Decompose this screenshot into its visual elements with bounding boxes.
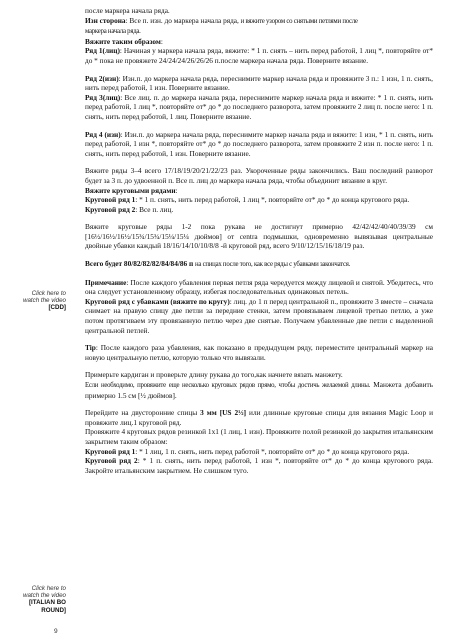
video-link-cdd[interactable] xyxy=(6,290,66,312)
bold-label: Круговой ряд 1 xyxy=(85,195,136,205)
text-span: : Все п. изн. до маркера начала ряда, xyxy=(125,15,241,25)
bold-label: Круговой ряд 2 xyxy=(85,204,136,214)
paragraph xyxy=(85,46,433,65)
bold-label: Вяжите таким образом xyxy=(85,36,161,46)
paragraph xyxy=(85,297,433,335)
paragraph-block xyxy=(85,408,433,475)
text-span: : * 1 п. снять, нить перед работой, 1 лиц *, повторяйте от* до * до конца кругового ряда. xyxy=(135,195,410,205)
paragraph xyxy=(85,408,433,427)
text-span: после маркера начала ряда. xyxy=(85,6,170,15)
text-span: : Изн.п. до маркера начала ряда, переснимите маркер начала ряда и вяжите: 1 изн, * 1 п. снять, нить перед работой, 1 изн *, повторяйте от* до * до последнего разворота, затем провяжите 2 изн п. после него: 1 п. снять, нить перед работой, 1 изн. Поверните вязание. xyxy=(85,129,434,158)
paragraph-block xyxy=(85,259,433,270)
paragraph xyxy=(85,259,433,270)
text-span: или длинные круговые спицы для вязания Magic Loop и провяжите лиц.1 круговой ряд. xyxy=(85,408,433,427)
bold-label: Изн сторона xyxy=(85,15,126,25)
text-span: : Изн.п. до маркера начала ряда, переснимите маркер начала ряда и провяжите 3 п.: 1 изн, 1 п. снять, нить перед работой, 1 изн. Поверните вязание. xyxy=(85,73,433,93)
bold-label: Круговой ряд 2 xyxy=(85,456,138,466)
bold-label: Ряд 1(лиц) xyxy=(85,46,120,56)
video-link-tag: [ITALIAN BO xyxy=(28,599,66,607)
text-span: Перейдите на двусторонние спицы xyxy=(85,408,201,418)
paragraph xyxy=(85,195,433,205)
paragraph xyxy=(85,186,433,196)
text-span: : xyxy=(175,185,178,195)
paragraph xyxy=(85,456,433,475)
page-number: 9 xyxy=(54,628,58,635)
paragraph-block xyxy=(85,166,433,214)
paragraph-block xyxy=(85,278,433,336)
bold-label: Вяжите круговыми рядами xyxy=(85,185,176,195)
video-link-tag: [CDD] xyxy=(48,304,66,312)
video-link-tag: ROUND] xyxy=(41,606,66,614)
paragraph xyxy=(85,278,433,297)
paragraph-block xyxy=(85,74,433,122)
paragraph-block xyxy=(85,370,433,400)
text-span: : лиц. до 1 п перед центральной п., провяжите 3 вместе – сначала снимает на правую спицу две петли за передние стенки, затем провязываем лицевой третью петлю, а уже потом протягиваем эту провязанную петлю через две снятые. Получаем убавленные две петли с выделенной центральной петлей. xyxy=(85,296,433,335)
paragraph-block xyxy=(85,222,433,251)
video-link-line1: Click here to xyxy=(31,585,66,592)
paragraph xyxy=(85,370,433,380)
text-span: : * 1 п. снять, нить перед работой, 1 изн *, повторяйте от* до * до конца кругового ряда. Закройте итальянским закрытием. Не слишком туго. xyxy=(85,456,433,475)
paragraph xyxy=(85,205,433,215)
paragraph xyxy=(85,37,433,47)
text-span: Если необходимо, провяжите еще несколько круговых рядов прямо, чтобы достичь желаемой длины. xyxy=(85,382,371,389)
bold-label: Круговой ряд с убавками (вяжите по кругу) xyxy=(85,296,230,306)
bold-label: Ряд 4 (изн) xyxy=(85,129,121,139)
text-span: маркера начала ряда. xyxy=(85,28,141,36)
text-span: : Начиная у маркера начала ряда, вяжите: * 1 п. снять – нить перед работой, 1 лиц *, повторяйте от* до * пока не провяжете 24/24/24/26/26/26 п.после маркера начала ряда. Поверните вязание. xyxy=(85,46,433,65)
paragraph xyxy=(85,166,433,185)
text-span: Вяжите круговые ряды 1-2 пока рукава не достигнут примерно 42/42/42/40/40/39/39 см [16½/16½/16½/15¾/15¾/15¼/15¼ дюймов] от centra подмышки, одновременно вывязывая центральные двойные убавки каждый 18/16/14/10/10/8/8 -й круговой ряд, всего 9/10/12/15/16/18/19 раз. xyxy=(85,222,433,251)
paragraph xyxy=(85,26,433,37)
text-span: : * 1 лиц, 1 п. снять, нить перед работой *, повторяйте от* до * до конца кругового ряда. xyxy=(135,446,410,456)
video-link-line2: watch the video xyxy=(23,297,66,305)
bold-label: Tip xyxy=(85,343,96,353)
bold-label: Круговой ряд 1 xyxy=(85,446,136,456)
paragraph xyxy=(85,447,433,457)
paragraph xyxy=(85,130,433,159)
text-span: Провяжите 4 круговых рядов резинкой 1x1 (1 лиц, 1 изн). Провяжите полой резинкой до закрытия итальянским закрытием таким образом: xyxy=(85,427,433,446)
bold-label: 3 мм [US 2½] xyxy=(200,408,247,418)
paragraph xyxy=(85,93,433,122)
text-span: : После каждого убавления первая петля ряда чередуется между лицевой и снятой. Убедитесь, что она следует установленному образцу, избегая последовательных одинаковых петель. xyxy=(85,277,433,297)
paragraph xyxy=(85,427,433,446)
paragraph xyxy=(85,343,433,362)
paragraph xyxy=(85,16,433,27)
text-span: Вяжите ряды 3–4 всего 17/18/19/20/21/22/23 раз. Укороченные ряды закончились. Ваш последний разворот будет за 3 п. до удвоенной п. Все п. лиц до маркера начала ряда, чтобы объединит вязание в круг. xyxy=(85,166,433,185)
text-span: Примерьте кардиган и проверьте длину рукава до того,как начнете вязать манжету. xyxy=(85,370,343,380)
text-span: : После каждого раза убавления, как показано в предыдущем ряду, переместите центральный маркер на новую центральную петлю, которую только что вывязали. xyxy=(85,343,433,362)
video-link-italian-bo[interactable] xyxy=(6,585,66,614)
text-span: : Все п. лиц. xyxy=(135,204,174,214)
paragraph xyxy=(85,74,433,93)
video-link-line2: watch the video xyxy=(23,592,66,600)
bold-label: Примечание xyxy=(85,277,127,287)
text-span: на спицах после того, как все ряды с убавками закончатся. xyxy=(195,261,351,269)
paragraph-block xyxy=(85,6,433,66)
text-span: и вяжите узором со снятыми петлями после xyxy=(240,17,358,25)
paragraph xyxy=(85,6,433,16)
text-span: Всего будет 80/82/82/82/84/84/86 п xyxy=(85,259,196,269)
text-span: : xyxy=(160,36,163,46)
instruction-column xyxy=(85,6,433,483)
bold-label: Ряд 2(изн) xyxy=(85,73,119,83)
paragraph-block xyxy=(85,130,433,159)
paragraph-block xyxy=(85,343,433,362)
text-span: Манжета добавить примерно 1.5 см [½ дюймов]. xyxy=(85,380,433,400)
text-span: : Все лиц. п. до маркера начала ряда, переснимите маркер начала ряда и вяжите: * 1 п. снять, нить перед работой, 1 лиц *, повторяйте от* до * до последнего разворота, затем провяжите 2 лиц п. после него: 1 п. снять, нить перед работой, 1 лиц. Поверните вязание. xyxy=(85,92,433,121)
paragraph xyxy=(85,380,433,400)
bold-label: Ряд 3(лиц) xyxy=(85,92,121,102)
video-link-line1: Click here to xyxy=(31,290,66,297)
paragraph xyxy=(85,222,433,251)
